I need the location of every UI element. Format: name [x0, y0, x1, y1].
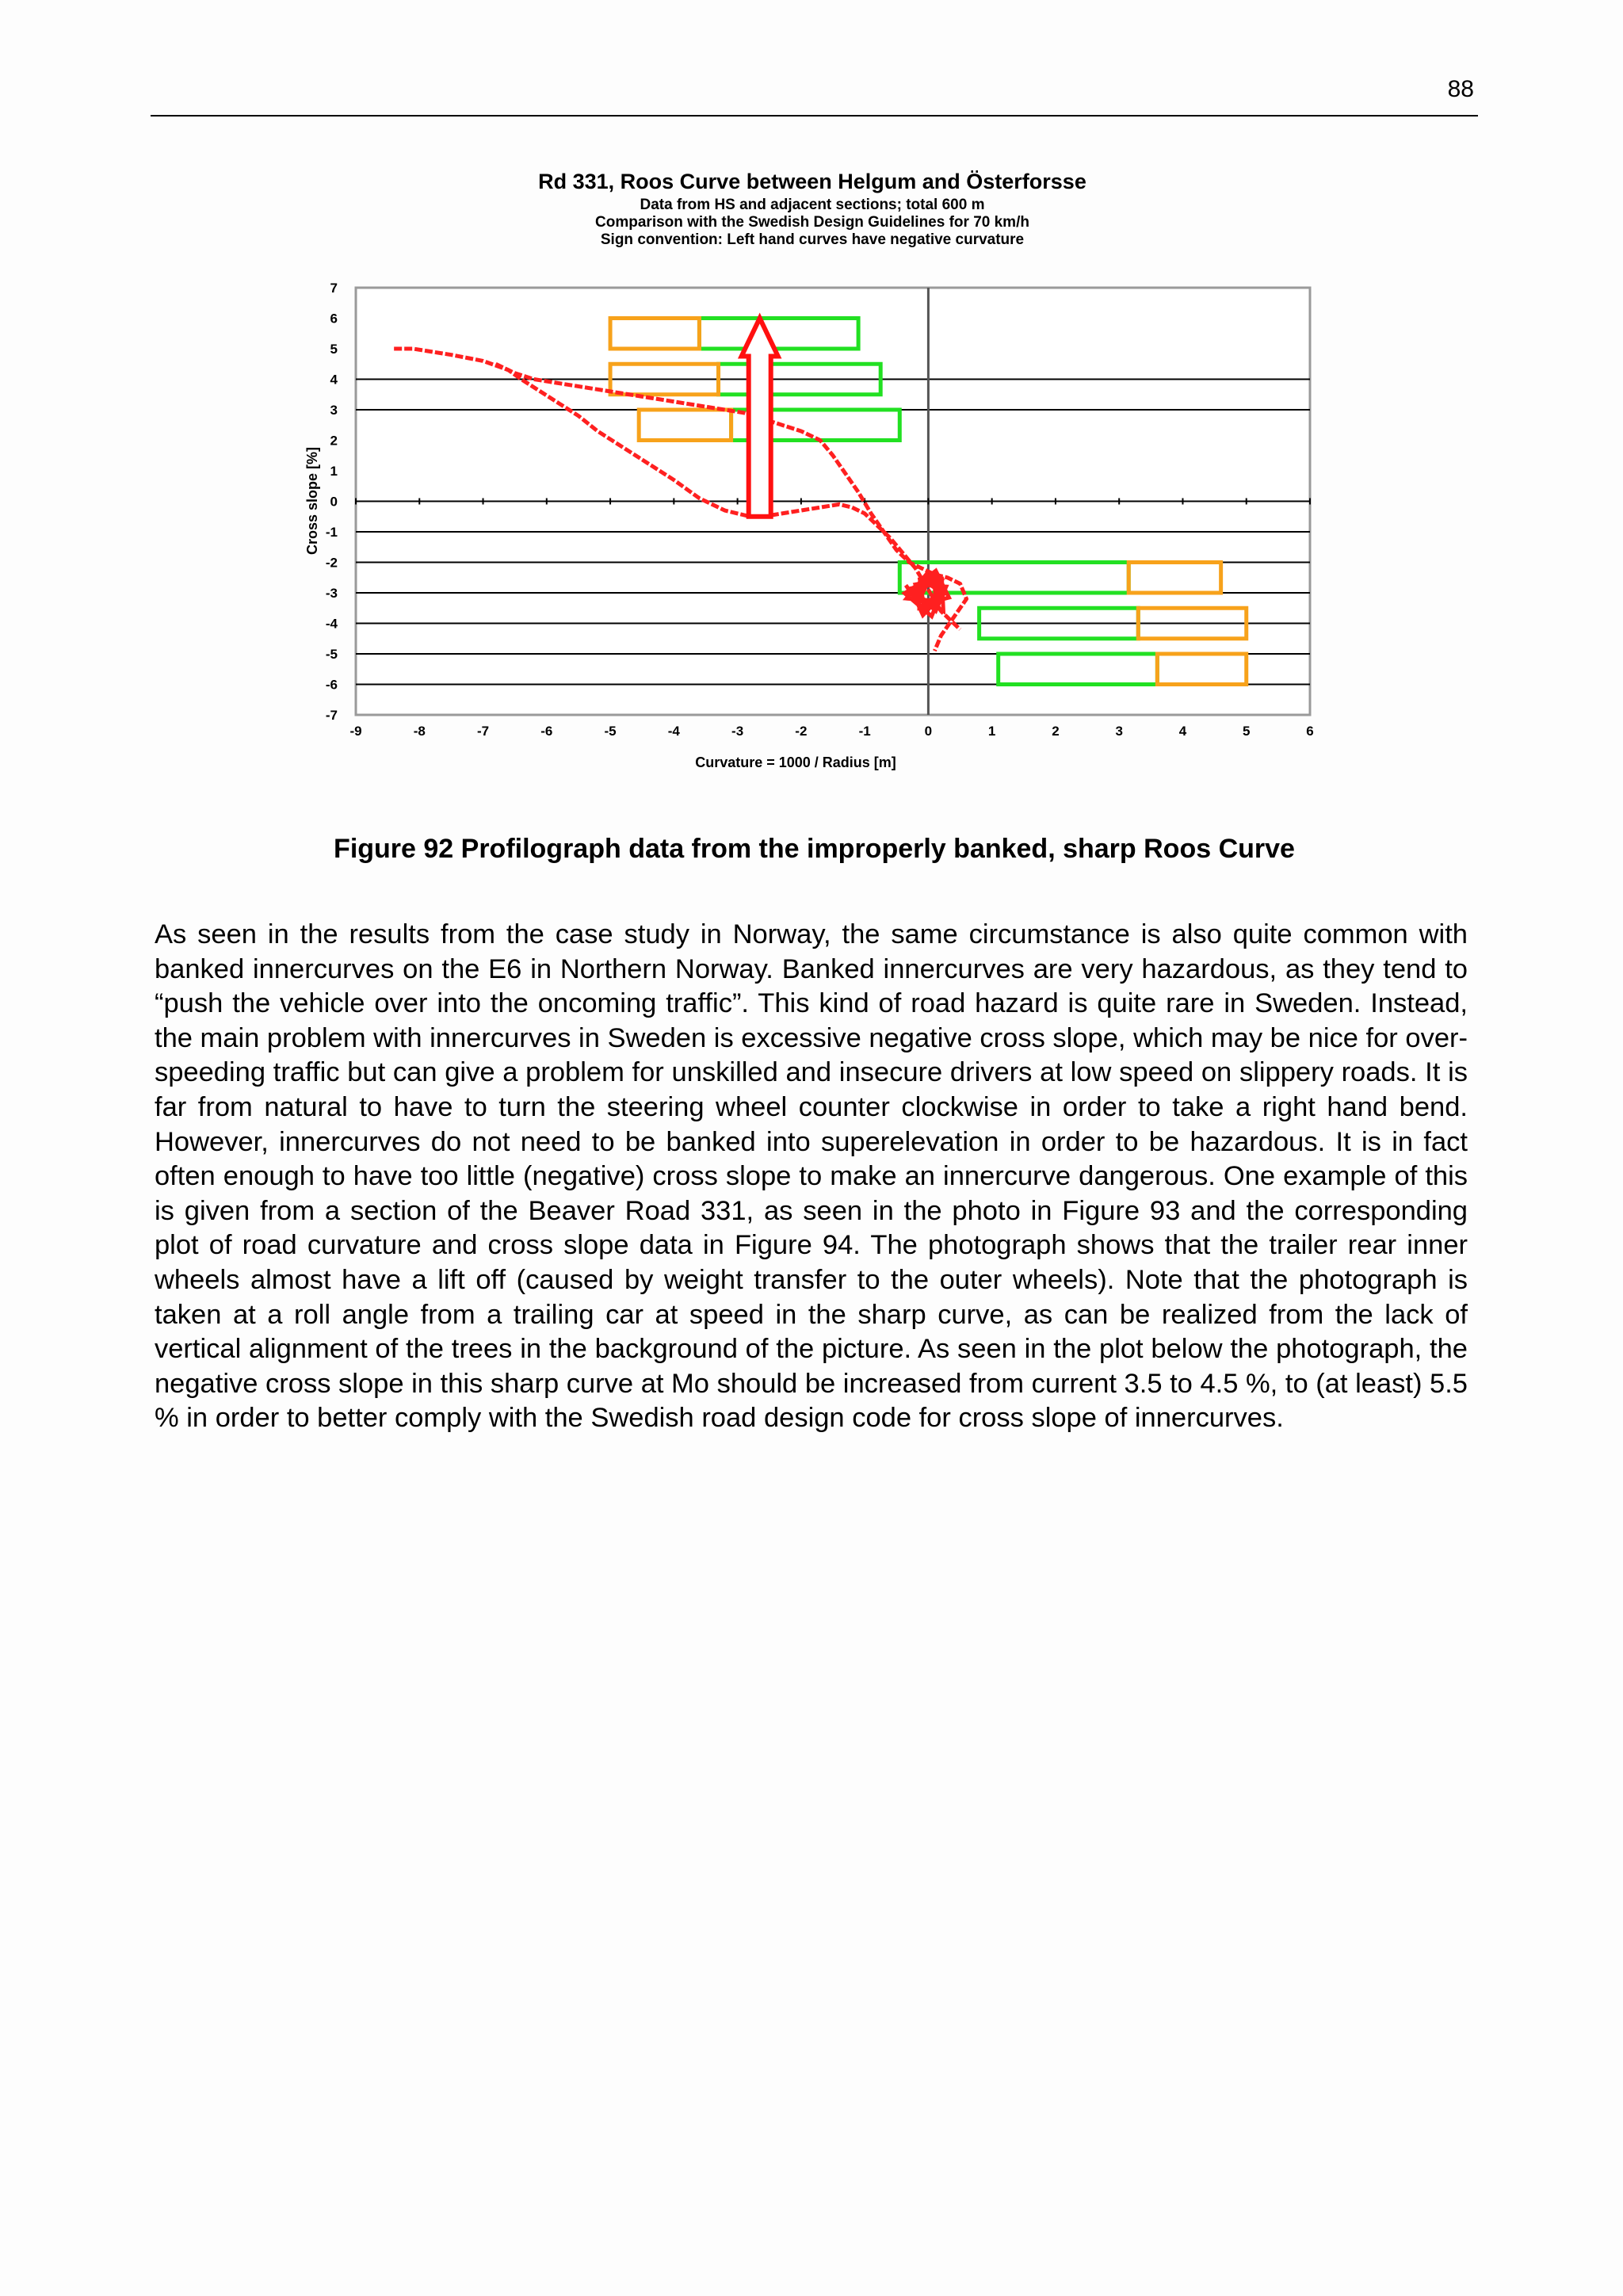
- cross-slope-arrow: [742, 319, 778, 517]
- y-tick-label: -4: [325, 616, 338, 632]
- x-tick-label: 2: [1052, 724, 1060, 739]
- figure-caption: Figure 92 Profilograph data from the improperly banked, sharp Roos Curve: [334, 834, 1295, 864]
- y-tick-label: -6: [325, 677, 338, 693]
- header-rule: [151, 115, 1478, 117]
- x-tick-label: -1: [858, 724, 871, 739]
- x-tick-label: -3: [731, 724, 744, 739]
- y-tick-label: 3: [330, 403, 338, 418]
- x-tick-label: 0: [924, 724, 933, 739]
- page-number: 88: [1447, 76, 1474, 102]
- x-tick-label: 3: [1115, 724, 1123, 739]
- y-tick-label: -5: [325, 647, 338, 662]
- chart-subtitle-2: Comparison with the Swedish Design Guidelines for 70 km/h: [595, 214, 1029, 231]
- x-tick-label: -9: [349, 724, 362, 739]
- y-tick-label: 1: [330, 464, 338, 479]
- y-tick-label: -1: [325, 525, 338, 540]
- y-tick-label: -2: [325, 555, 338, 571]
- profilograph-chart: [293, 166, 1323, 793]
- figure-92: [293, 166, 1323, 793]
- x-tick-label: 6: [1306, 724, 1314, 739]
- y-tick-label: 5: [330, 342, 338, 357]
- y-axis-label: Cross slope [%]: [304, 446, 320, 556]
- y-tick-label: -3: [325, 586, 338, 601]
- x-tick-label: 1: [987, 724, 996, 739]
- y-tick-label: 0: [330, 494, 338, 510]
- x-tick-label: -7: [476, 724, 490, 739]
- x-axis-label: Curvature = 1000 / Radius [m]: [695, 755, 896, 770]
- x-tick-label: -5: [604, 724, 617, 739]
- x-tick-label: -8: [413, 724, 426, 739]
- x-tick-label: -2: [795, 724, 808, 739]
- y-tick-label: 7: [330, 281, 338, 296]
- x-tick-label: 4: [1178, 724, 1187, 739]
- chart-subtitle-1: Data from HS and adjacent sections; total 600 m: [640, 197, 985, 213]
- chart-subtitle-3: Sign convention: Left hand curves have negative curvature: [600, 231, 1025, 248]
- x-tick-label: -4: [667, 724, 680, 739]
- y-tick-label: 4: [330, 372, 338, 388]
- chart-title: Rd 331, Roos Curve between Helgum and Österforsse: [538, 170, 1086, 193]
- x-tick-label: 5: [1242, 724, 1251, 739]
- y-tick-label: -7: [325, 708, 338, 723]
- body-paragraph: As seen in the results from the case study in Norway, the same circumstance is also quite common with banked innercurves on the E6 in Northern Norway. Banked innercurves are very hazardous, as they tend to “push the vehicle over into the oncoming traffic”. This kind of road hazard is quite rare in Sweden. Instead, the main problem with innercurves in Sweden is excessive negative cross slope, which may be nice for over-speeding traffic but can give a problem for unskilled and insecure drivers at low speed on slippery roads. It is far from natural to have to turn the steering wheel counter clockwise in order to take a right hand bend. However, innercurves do not need to be banked into superelevation in order to be hazardous. It is in fact often enough to have too little (negative) cross slope to make an innercurve dangerous. One example of this is given from a section of the Beaver Road 331, as seen in the photo in Figure 93 and the corresponding plot of road curvature and cross slope data in Figure 94. The photograph shows that the trailer rear inner wheels almost have a lift off (caused by weight transfer to the outer wheels). Note that the photograph is taken at a roll angle from a trailing car at speed in the sharp curve, as can be realized from the lack of vertical alignment of the trees in the background of the picture. As seen in the plot below the photograph, the negative cross slope in this sharp curve at Mo should be increased from current 3.5 to 4.5 %, to (at least) 5.5 % in order to better comply with the Swedish road design code for cross slope of innercurves.: [155, 919, 1468, 1434]
- y-tick-label: 6: [330, 311, 338, 327]
- x-tick-label: -6: [540, 724, 553, 739]
- y-tick-label: 2: [330, 433, 338, 449]
